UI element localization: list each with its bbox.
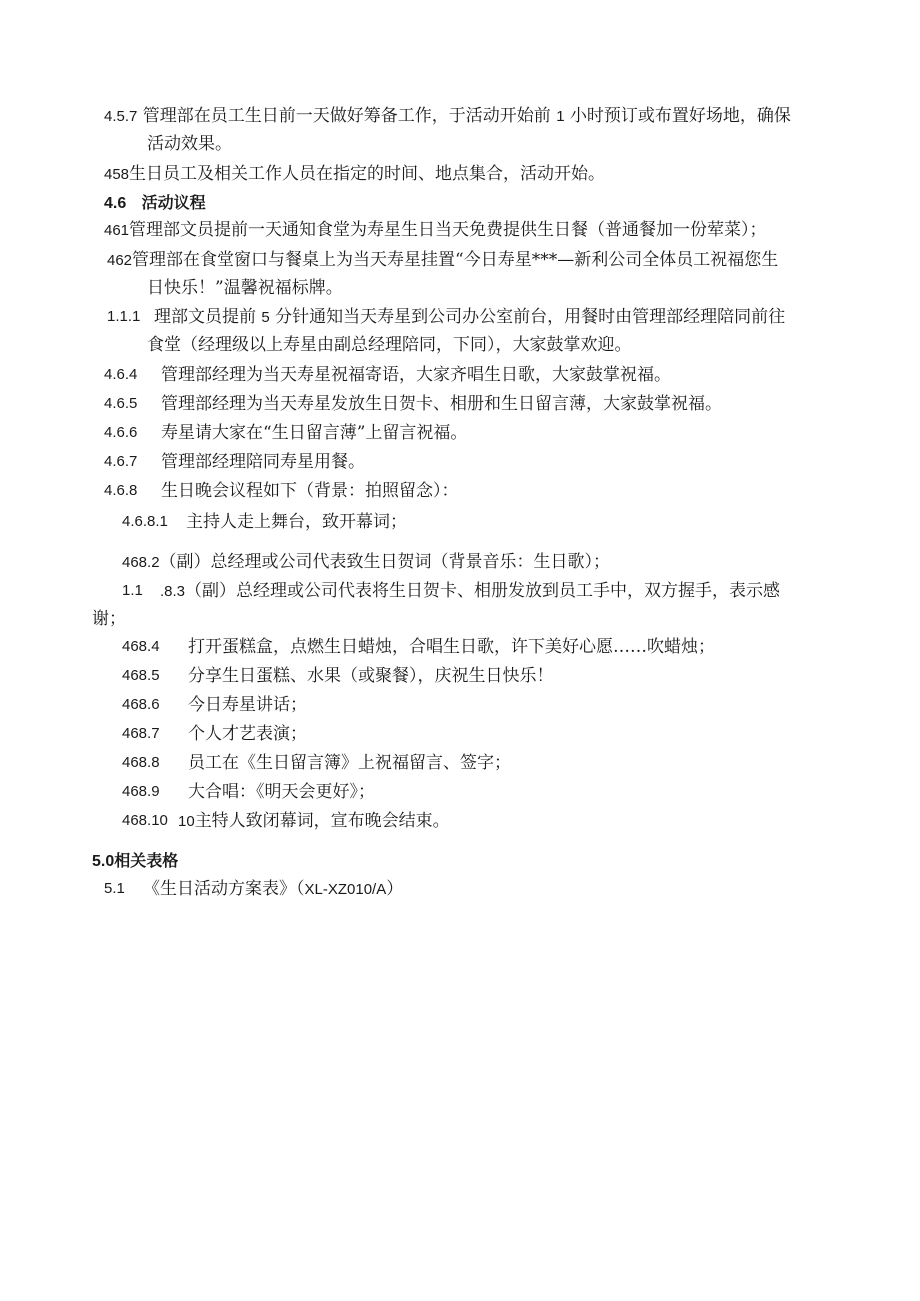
continuation-text: 食堂（经理级以上寿星由副总经理陪同，下同），大家鼓掌欢迎。 [147,335,632,355]
clause-text-cont: 分针通知当天寿星到公司办公室前台，用餐时由管理部经理陪同前往 [275,307,786,327]
clause-number: 468.10 [122,812,168,829]
clause-1-1-1 [154,305,785,330]
clause-number: 4.6.6 [104,424,138,441]
clause-number: 4.6.4 [104,366,138,383]
clause-text: 个人才艺表演； [188,724,307,744]
clause-text: 今日寿星讲话； [188,695,307,715]
clause-text: 员工在《生日留言簿》上祝福留言、签字； [188,753,511,773]
clause-text: 管理部在员工生日前一天做好筹备工作，于活动开始前 [142,106,551,126]
clause-468-4 [188,635,715,659]
heading-text: 活动议程 [141,195,206,212]
clause-subnumber: 10 [178,813,195,830]
clause-4-6-6 [161,421,467,445]
clause-461 [104,218,767,243]
heading-number: 5.0 [92,853,115,870]
clause-468-2 [122,550,610,575]
heading-text: 相关表格 [114,853,179,870]
clause-468-10 [178,809,450,834]
continuation-text: 活动效果。 [147,134,232,154]
clause-number: 1.1 [122,582,143,599]
clause-text-cont: 小时预订或布置好场地，确保 [569,106,791,126]
clause-1-1-1-continuation [147,333,632,357]
clause-subnumber: .8.3 [160,583,186,600]
clause-462-continuation [147,276,343,300]
clause-4-6-8-1 [186,510,407,534]
clause-4-6-5 [161,392,722,416]
clause-468-6 [188,693,307,717]
clause-number: 468.8 [122,754,160,771]
clause-text: （副）总经理或公司代表将生日贺卡、相册发放到员工手中，双方握手，表示感 [185,581,781,601]
clause-number: 468.5 [122,667,160,684]
clause-number: 468.6 [122,696,160,713]
clause-4-6-7 [161,450,365,474]
continuation-text: 日快乐！”温馨祝福标牌。 [147,278,343,298]
clause-4-6-4 [161,363,671,387]
clause-text: 打开蛋糕盒，点燃生日蜡烛，合唱生日歌，许下美好心愿……吹蜡烛； [188,637,715,657]
clause-text: 主特人致闭幕词，宣布晚会结束。 [194,811,450,831]
clause-462 [107,248,778,273]
clause-468-7 [188,722,307,746]
clause-number: 461 [104,222,130,239]
clause-text: 管理部经理为当天寿星祝福寄语，大家齐唱生日歌，大家鼓掌祝福。 [161,365,671,385]
clause-text: 管理部文员提前一天通知食堂为寿星生日当天免费提供生日餐（普通餐加一份荤菜）； [129,220,767,240]
clause-text: 大合唱：《明天会更好》； [188,782,375,802]
clause-468-8 [188,751,511,775]
clause-number: 4.6.8.1 [122,513,168,530]
clause-number: 458 [104,166,130,183]
clause-5-1 [143,877,403,902]
clause-4-5-7-continuation [147,132,232,156]
form-code: XL-XZ010/A [304,881,387,898]
clause-text: （副）总经理或公司代表致生日贺词（背景音乐：生日歌）； [159,552,611,572]
clause-text-cont: ） [386,879,404,899]
clause-text: 分享生日蛋糕、水果（或聚餐），庆祝生日快乐！ [188,666,554,686]
heading-number: 4.6 [104,195,127,212]
section-heading-4-6 [104,191,206,216]
continuation-text: 谢； [92,609,126,629]
clause-number: 468.2 [122,554,160,571]
clause-458 [104,162,605,187]
clause-number: 1.1.1 [107,308,141,325]
clause-468-5 [188,664,554,688]
clause-number: 468.7 [122,725,160,742]
inline-number: 1 [556,108,565,125]
clause-number: 4.6.5 [104,395,138,412]
clause-text: 管理部经理为当天寿星发放生日贺卡、相册和生日留言薄，大家鼓掌祝福。 [161,394,722,414]
clause-1-1-8-3 [160,579,780,604]
clause-4-6-8 [161,479,459,503]
clause-text: 寿星请大家在“生日留言薄”上留言祝福。 [161,423,468,443]
clause-number: 4.6.7 [104,453,138,470]
clause-number: 5.1 [104,880,125,897]
clause-number: 4.5.7 [104,108,138,125]
clause-text: 管理部经理陪同寿星用餐。 [161,452,365,472]
clause-text: 管理部在食堂窗口与餐桌上为当天寿星挂置“今日寿星***—新利公司全体员工祝福您生 [132,250,779,270]
inline-number: 5 [261,309,270,326]
clause-text: 理部文员提前 [154,307,256,327]
section-heading-5-0 [92,849,178,874]
clause-468-9 [188,780,375,804]
clause-4-5-7 [104,104,791,129]
clause-number: 468.4 [122,638,160,655]
clause-text: 生日晚会议程如下（背景：拍照留念）： [161,481,459,501]
clause-1-1-8-3-continuation [92,607,126,631]
clause-text: 《生日活动方案表》（ [143,879,305,899]
clause-text: 主持人走上舞台，致开幕词； [186,512,407,532]
clause-text: 生日员工及相关工作人员在指定的时间、地点集合，活动开始。 [129,164,606,184]
clause-number: 462 [107,252,133,269]
clause-number: 468.9 [122,783,160,800]
clause-number: 4.6.8 [104,482,138,499]
